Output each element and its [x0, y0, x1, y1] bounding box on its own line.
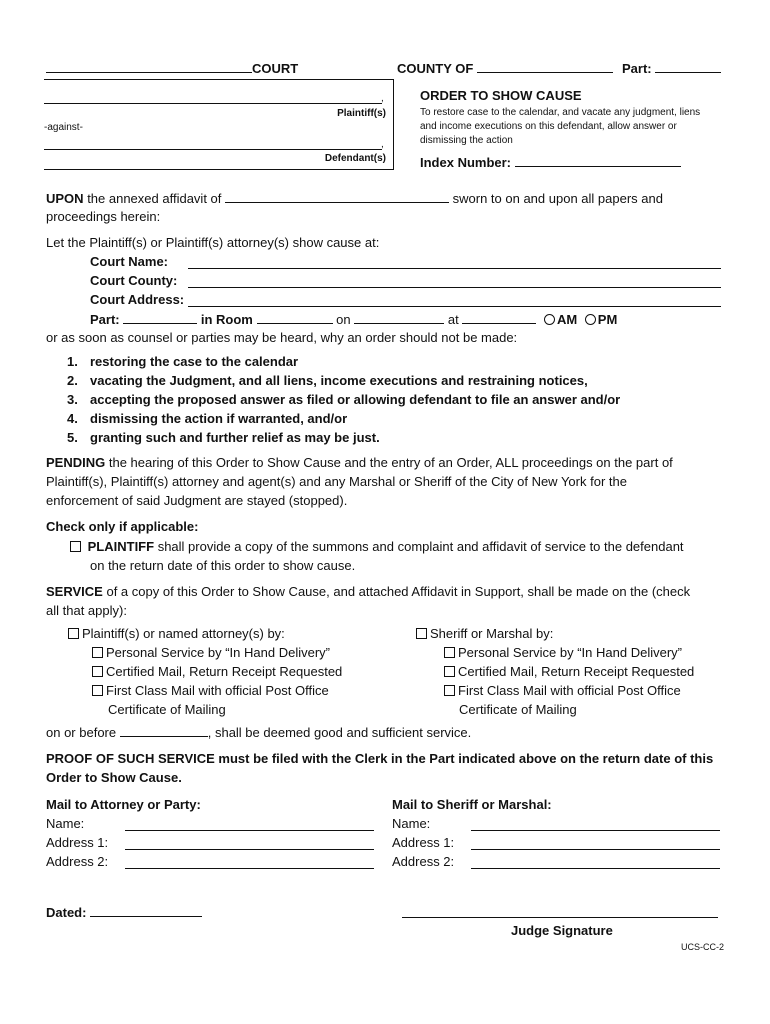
plaintiff-provide-checkbox[interactable] — [70, 541, 81, 552]
soon-text: or as soon as counsel or parties may be heard, why an order should not be made: — [46, 330, 518, 345]
judge-signature-label: Judge Signature — [511, 923, 613, 938]
defendants-label: Defendant(s) — [324, 153, 386, 164]
caption-divider — [393, 80, 394, 170]
court-county-label: Court County: — [90, 273, 178, 288]
comma: , — [381, 139, 384, 150]
court-county-field[interactable] — [188, 287, 721, 288]
court-label: COURT — [252, 61, 299, 76]
address1-label: Address 1: — [392, 835, 455, 850]
pm-label: PM — [597, 312, 618, 327]
checkbox[interactable] — [444, 647, 455, 658]
reasons-list — [67, 352, 620, 447]
mail-attorney-heading: Mail to Attorney or Party: — [46, 797, 201, 812]
comma: , — [381, 93, 384, 104]
list-item: 3. accepting the proposed answer as filed or allowing defendant to file an answer and/or — [67, 392, 621, 407]
purpose-line: and income executions on this defendant, allow answer or — [420, 121, 677, 132]
caption-bottom-rule — [44, 169, 394, 170]
upon-text: proceedings herein: — [46, 209, 161, 224]
affiant-field[interactable] — [225, 190, 449, 203]
list-item: 2. vacating the Judgment, and all liens, income executions and restraining notices, — [67, 373, 588, 388]
checkbox[interactable] — [416, 628, 427, 639]
index-number-field[interactable] — [420, 154, 681, 170]
plaintiff-service-option[interactable]: Plaintiff(s) or named attorney(s) by: — [68, 626, 285, 641]
checkbox[interactable] — [444, 666, 455, 677]
form-title: ORDER TO SHOW CAUSE — [420, 88, 582, 103]
against-label: -against- — [44, 122, 83, 133]
sheriff-name-field[interactable] — [471, 830, 720, 831]
upon-text: sworn to on and upon all papers and — [452, 191, 663, 206]
county-label: COUNTY OF — [397, 61, 474, 76]
county-field[interactable] — [397, 60, 613, 76]
pending-line: enforcement of said Judgment are stayed (stopped). — [46, 493, 348, 508]
part-label: Part: — [622, 61, 652, 76]
am-radio[interactable] — [544, 314, 555, 325]
sheriff-address1-field[interactable] — [471, 849, 720, 850]
plaintiffs-label: Plaintiff(s) — [337, 108, 386, 119]
service-line: SERVICE of a copy of this Order to Show Cause, and attached Affidavit in Support, shall be made on the (check — [46, 584, 691, 599]
checkbox[interactable] — [92, 666, 103, 677]
attorney-address2-field[interactable] — [125, 868, 374, 869]
pending-line: Plaintiff(s), Plaintiff(s) attorney and agent(s) and any Marshal or Sheriff of the City of New York for the — [46, 474, 627, 489]
proof-line: Order to Show Cause. — [46, 770, 182, 785]
address2-label: Address 2: — [46, 854, 109, 869]
sheriff-personal-option[interactable]: Personal Service by “In Hand Delivery” — [444, 645, 682, 660]
plaintiff-provide-line: PLAINTIFF shall provide a copy of the summons and complaint and affidavit of service to the defendant — [70, 539, 684, 554]
hearing-part-field[interactable] — [123, 311, 197, 324]
judge-signature-field[interactable] — [402, 917, 718, 918]
form-code: UCS-CC-2 — [681, 942, 725, 952]
plaintiff-personal-option[interactable]: Personal Service by “In Hand Delivery” — [92, 645, 330, 660]
checkbox[interactable] — [444, 685, 455, 696]
court-name-label: Court Name: — [90, 254, 169, 269]
sheriff-first-class-option[interactable]: First Class Mail with official Post Office — [444, 683, 681, 698]
dated-field[interactable] — [46, 904, 202, 920]
sheriff-certified-option[interactable]: Certified Mail, Return Receipt Requested — [444, 664, 694, 679]
at-label: at — [447, 312, 459, 327]
pending-lead: PENDING — [46, 455, 106, 470]
hearing-line — [90, 311, 617, 327]
court-address-field[interactable] — [188, 306, 721, 307]
sheriff-address2-field[interactable] — [471, 868, 720, 869]
service-lead: SERVICE — [46, 584, 103, 599]
name-label: Name: — [392, 816, 431, 831]
address2-label: Address 2: — [392, 854, 455, 869]
defendant-name-line[interactable] — [44, 149, 382, 150]
plaintiff-provide-text: on the return date of this order to show cause. — [90, 558, 356, 573]
hearing-part-label: Part: — [90, 312, 120, 327]
name-label: Name: — [46, 816, 85, 831]
dated-label: Dated: — [46, 905, 87, 920]
plaintiff-first-class-option[interactable]: First Class Mail with official Post Office — [92, 683, 329, 698]
on-label: on — [336, 312, 351, 327]
option-continuation: Certificate of Mailing — [108, 702, 226, 717]
sheriff-service-option[interactable]: Sheriff or Marshal by: — [416, 626, 553, 641]
court-address-label: Court Address: — [90, 292, 185, 307]
list-item: 4. dismissing the action if warranted, and/or — [67, 411, 348, 426]
mail-sheriff-heading: Mail to Sheriff or Marshal: — [392, 797, 552, 812]
list-item: 1. restoring the case to the calendar — [67, 354, 299, 369]
index-number-label: Index Number: — [420, 155, 512, 170]
date-field[interactable] — [354, 311, 444, 324]
before-line: on or before , shall be deemed good and sufficient service. — [46, 725, 472, 740]
checkbox[interactable] — [92, 647, 103, 658]
plaintiff-lead: PLAINTIFF — [87, 539, 155, 554]
upon-text: the annexed affidavit of — [87, 191, 222, 206]
court-name-field[interactable] — [188, 268, 721, 269]
address1-label: Address 1: — [46, 835, 109, 850]
service-line: all that apply): — [46, 603, 127, 618]
header-rule — [44, 79, 394, 80]
plaintiff-certified-option[interactable]: Certified Mail, Return Receipt Requested — [92, 664, 342, 679]
pm-radio[interactable] — [585, 314, 596, 325]
list-item: 5. granting such and further relief as may be just. — [67, 430, 380, 445]
checkbox[interactable] — [92, 685, 103, 696]
upon-lead: UPON — [46, 191, 84, 206]
option-continuation: Certificate of Mailing — [459, 702, 577, 717]
room-field[interactable] — [257, 311, 333, 324]
room-label: in Room — [200, 312, 253, 327]
purpose-line: To restore case to the calendar, and vacate any judgment, liens — [420, 107, 701, 118]
attorney-address1-field[interactable] — [125, 849, 374, 850]
plaintiff-name-line[interactable] — [44, 103, 382, 104]
time-field[interactable] — [462, 311, 536, 324]
checkbox[interactable] — [68, 628, 79, 639]
upon-line — [46, 190, 663, 206]
pending-line: PENDING the hearing of this Order to Show Cause and the entry of an Order, ALL proceedings on the part of — [46, 455, 673, 470]
show-cause-intro: Let the Plaintiff(s) or Plaintiff(s) attorney(s) show cause at: — [46, 235, 380, 250]
attorney-name-field[interactable] — [125, 830, 374, 831]
proof-line: PROOF OF SUCH SERVICE must be filed with the Clerk in the Part indicated above on the return date of this — [46, 751, 714, 766]
am-label: AM — [556, 312, 578, 327]
court-field[interactable] — [46, 60, 298, 76]
purpose-line: dismissing the action — [420, 135, 513, 146]
part-field[interactable] — [622, 60, 721, 76]
check-heading: Check only if applicable: — [46, 519, 199, 534]
before-date-field[interactable] — [120, 724, 208, 737]
